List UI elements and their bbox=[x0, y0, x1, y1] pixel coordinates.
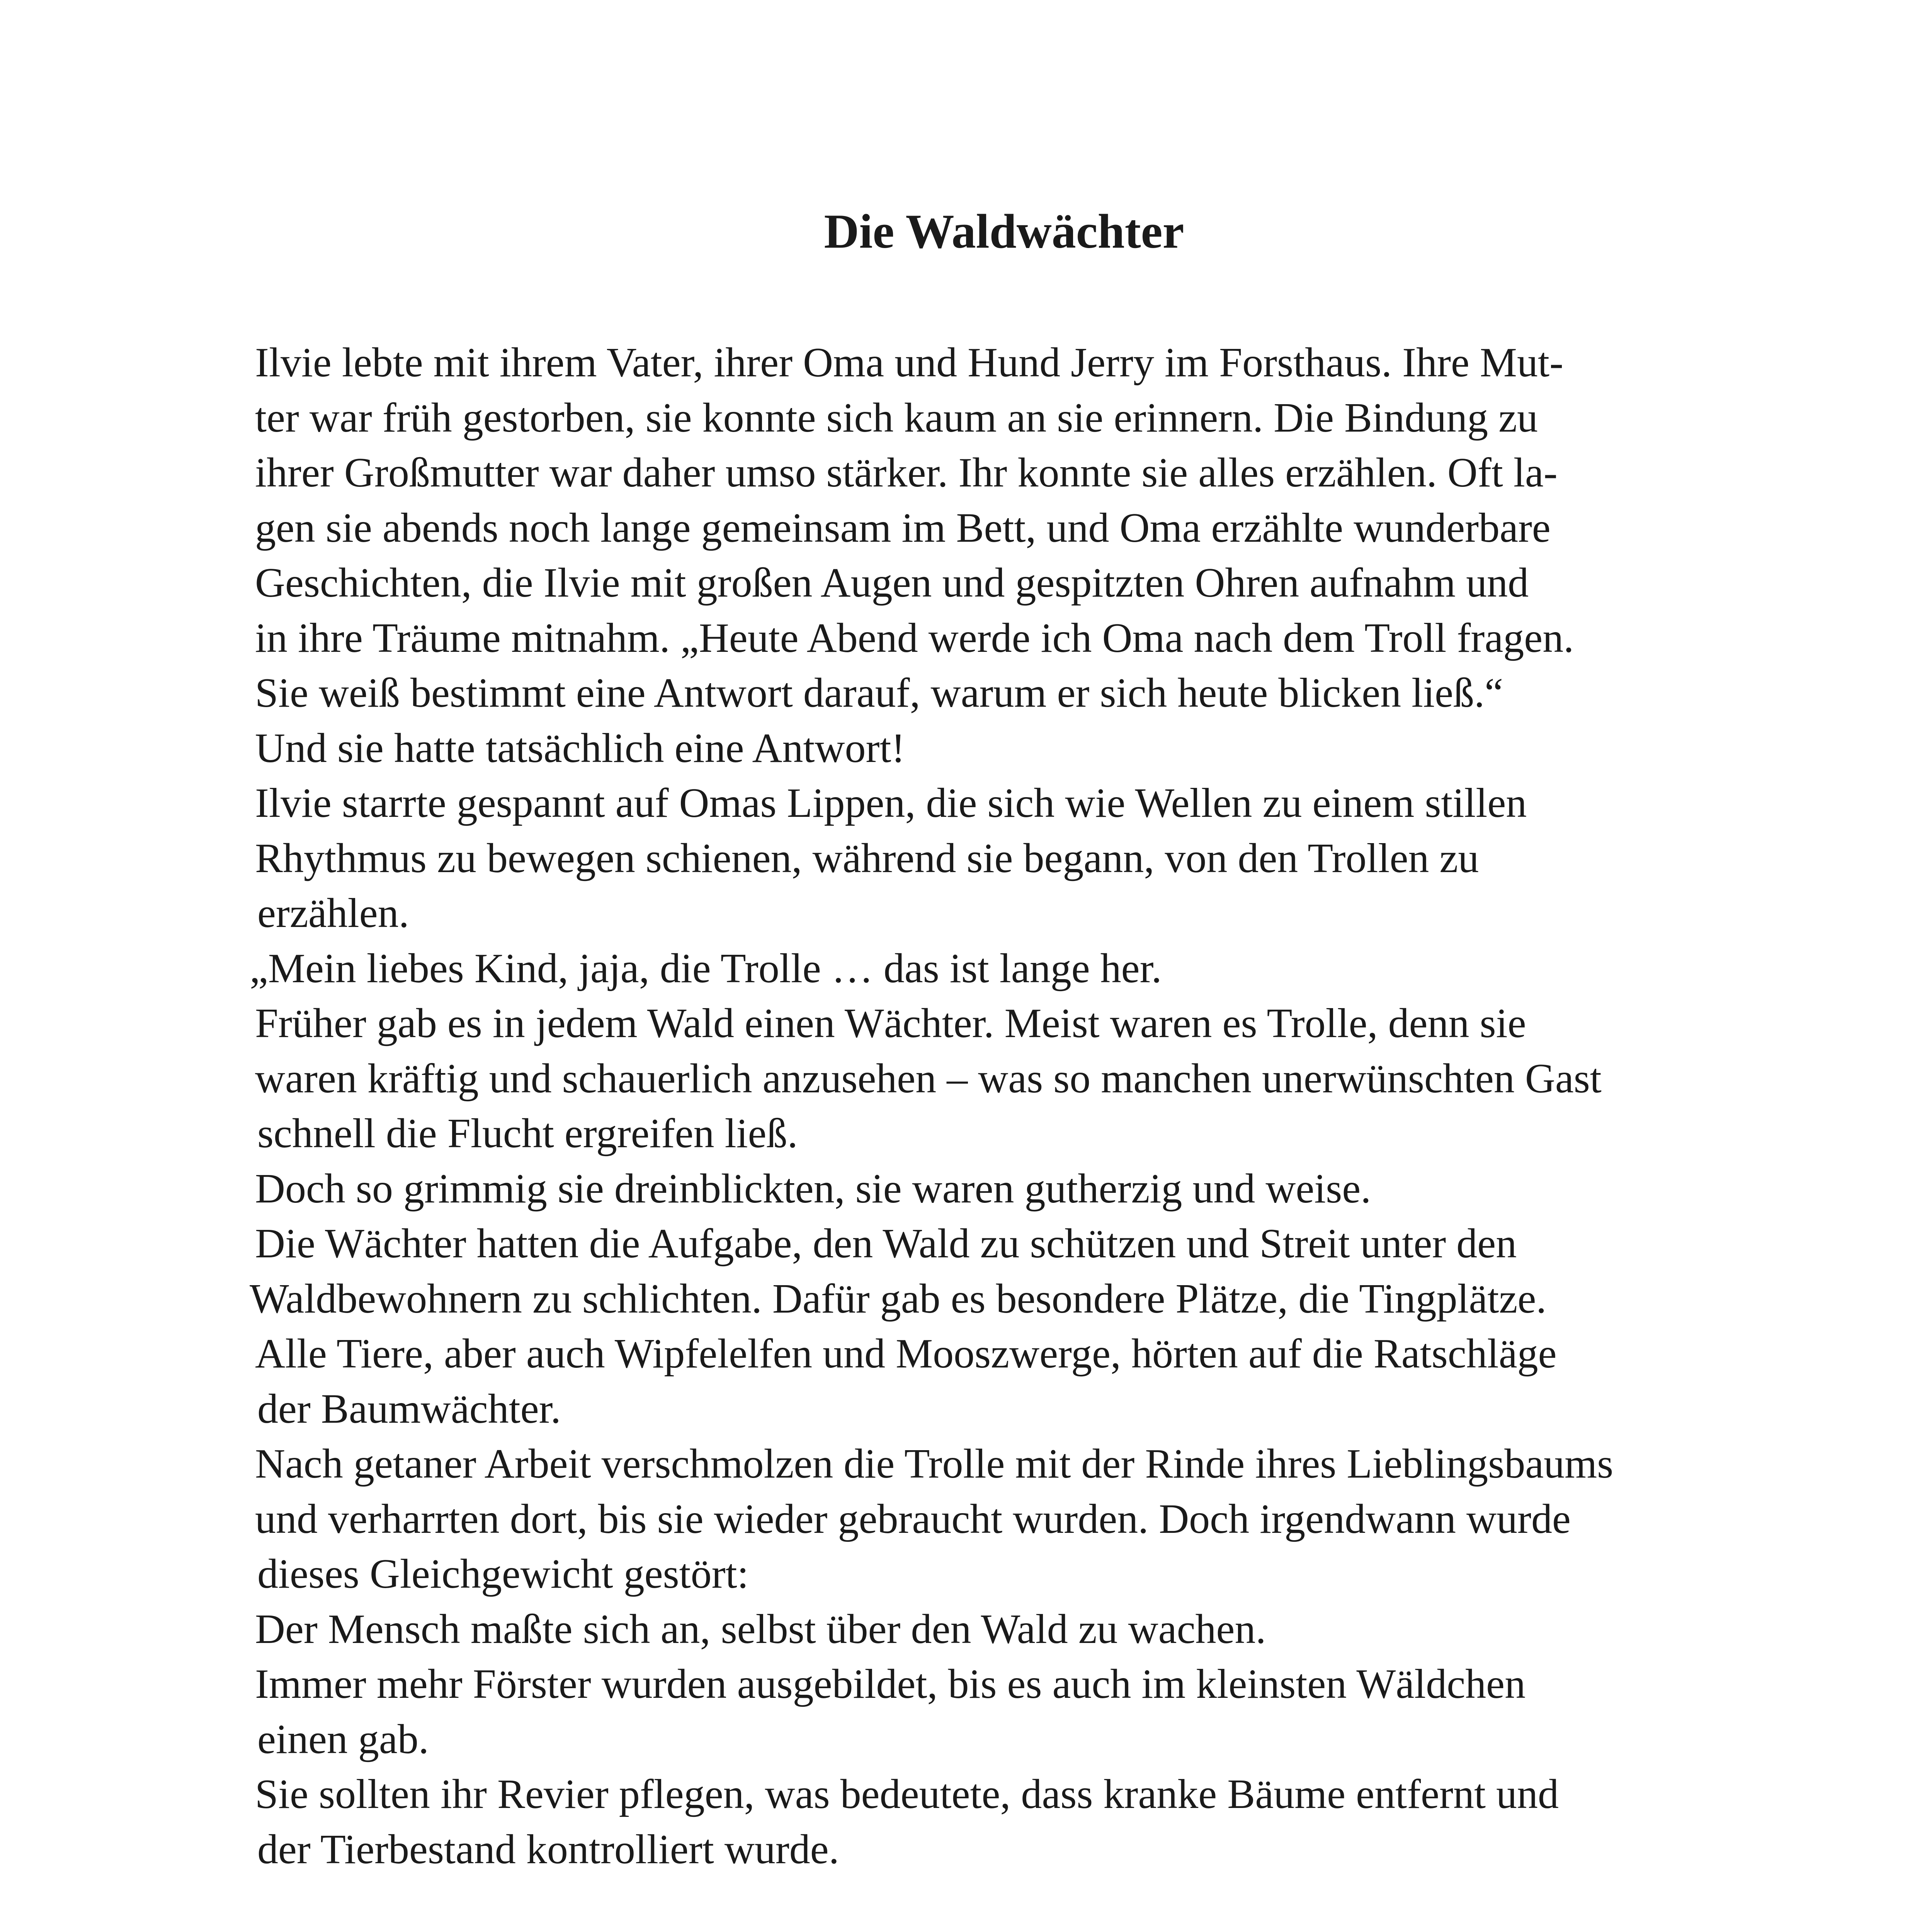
text-line: der Tierbestand kontrolliert wurde. bbox=[257, 1826, 839, 1872]
text-line: einen gab. bbox=[257, 1716, 429, 1762]
text-line: dieses Gleichgewicht gestört: bbox=[257, 1551, 749, 1597]
text-line: Doch so grimmig sie dreinblickten, sie waren gutherzig und weise. bbox=[255, 1165, 1371, 1212]
text-line: und verharrten dort, bis sie wieder gebraucht wurden. Doch irgendwann wurde bbox=[255, 1496, 1571, 1542]
text-line: Sie weiß bestimmt eine Antwort darauf, warum er sich heute blicken ließ.“ bbox=[255, 670, 1503, 716]
text-line: schnell die Flucht ergreifen ließ. bbox=[257, 1111, 798, 1156]
text-line: ihrer Großmutter war daher umso stärker. Ihr konnte sie alles erzählen. Oft la- bbox=[255, 450, 1558, 496]
text-line: Geschichten, die Ilvie mit großen Augen und gespitzten Ohren aufnahm und bbox=[255, 560, 1529, 606]
text-line: Früher gab es in jedem Wald einen Wächter. Meist waren es Trolle, denn sie bbox=[255, 1000, 1526, 1046]
text-line: Sie sollten ihr Revier pflegen, was bedeutete, dass kranke Bäume entfernt und bbox=[255, 1771, 1559, 1817]
body-text bbox=[250, 335, 1762, 1877]
text-line: Ilvie starrte gespannt auf Omas Lippen, die sich wie Wellen zu einem stillen bbox=[255, 780, 1527, 826]
text-line: Der Mensch maßte sich an, selbst über den Wald zu wachen. bbox=[255, 1606, 1266, 1652]
text-line: Rhythmus zu bewegen schienen, während sie begann, von den Trollen zu bbox=[255, 835, 1479, 881]
text-line: Und sie hatte tatsächlich eine Antwort! bbox=[255, 725, 905, 771]
text-line: Nach getaner Arbeit verschmolzen die Trolle mit der Rinde ihres Lieblingsbaums bbox=[255, 1441, 1614, 1487]
text-line: ter war früh gestorben, sie konnte sich kaum an sie erinnern. Die Bindung zu bbox=[255, 395, 1538, 441]
text-line: Waldbewohnern zu schlichten. Dafür gab es besondere Plätze, die Tingplätze. bbox=[250, 1276, 1547, 1322]
text-line: Die Wächter hatten die Aufgabe, den Wald zu schützen und Streit unter den bbox=[255, 1221, 1517, 1267]
chapter-title: Die Waldwächter bbox=[824, 205, 1184, 259]
text-line: „Mein liebes Kind, jaja, die Trolle … das ist lange her. bbox=[250, 945, 1162, 992]
text-line: in ihre Träume mitnahm. „Heute Abend werde ich Oma nach dem Troll fragen. bbox=[255, 615, 1574, 661]
text-line: Ilvie lebte mit ihrem Vater, ihrer Oma und Hund Jerry im Forsthaus. Ihre Mut- bbox=[255, 340, 1563, 386]
text-line: waren kräftig und schauerlich anzusehen – was so manchen unerwünschten Gast bbox=[255, 1055, 1602, 1102]
text-line: gen sie abends noch lange gemeinsam im Bett, und Oma erzählte wunderbare bbox=[255, 505, 1551, 551]
text-line: der Baumwächter. bbox=[257, 1386, 561, 1432]
text-line: Alle Tiere, aber auch Wipfelelfen und Mooszwerge, hörten auf die Ratschläge bbox=[255, 1331, 1557, 1377]
text-line: erzählen. bbox=[257, 890, 409, 936]
text-line: Immer mehr Förster wurden ausgebildet, bis es auch im kleinsten Wäldchen bbox=[255, 1661, 1526, 1707]
